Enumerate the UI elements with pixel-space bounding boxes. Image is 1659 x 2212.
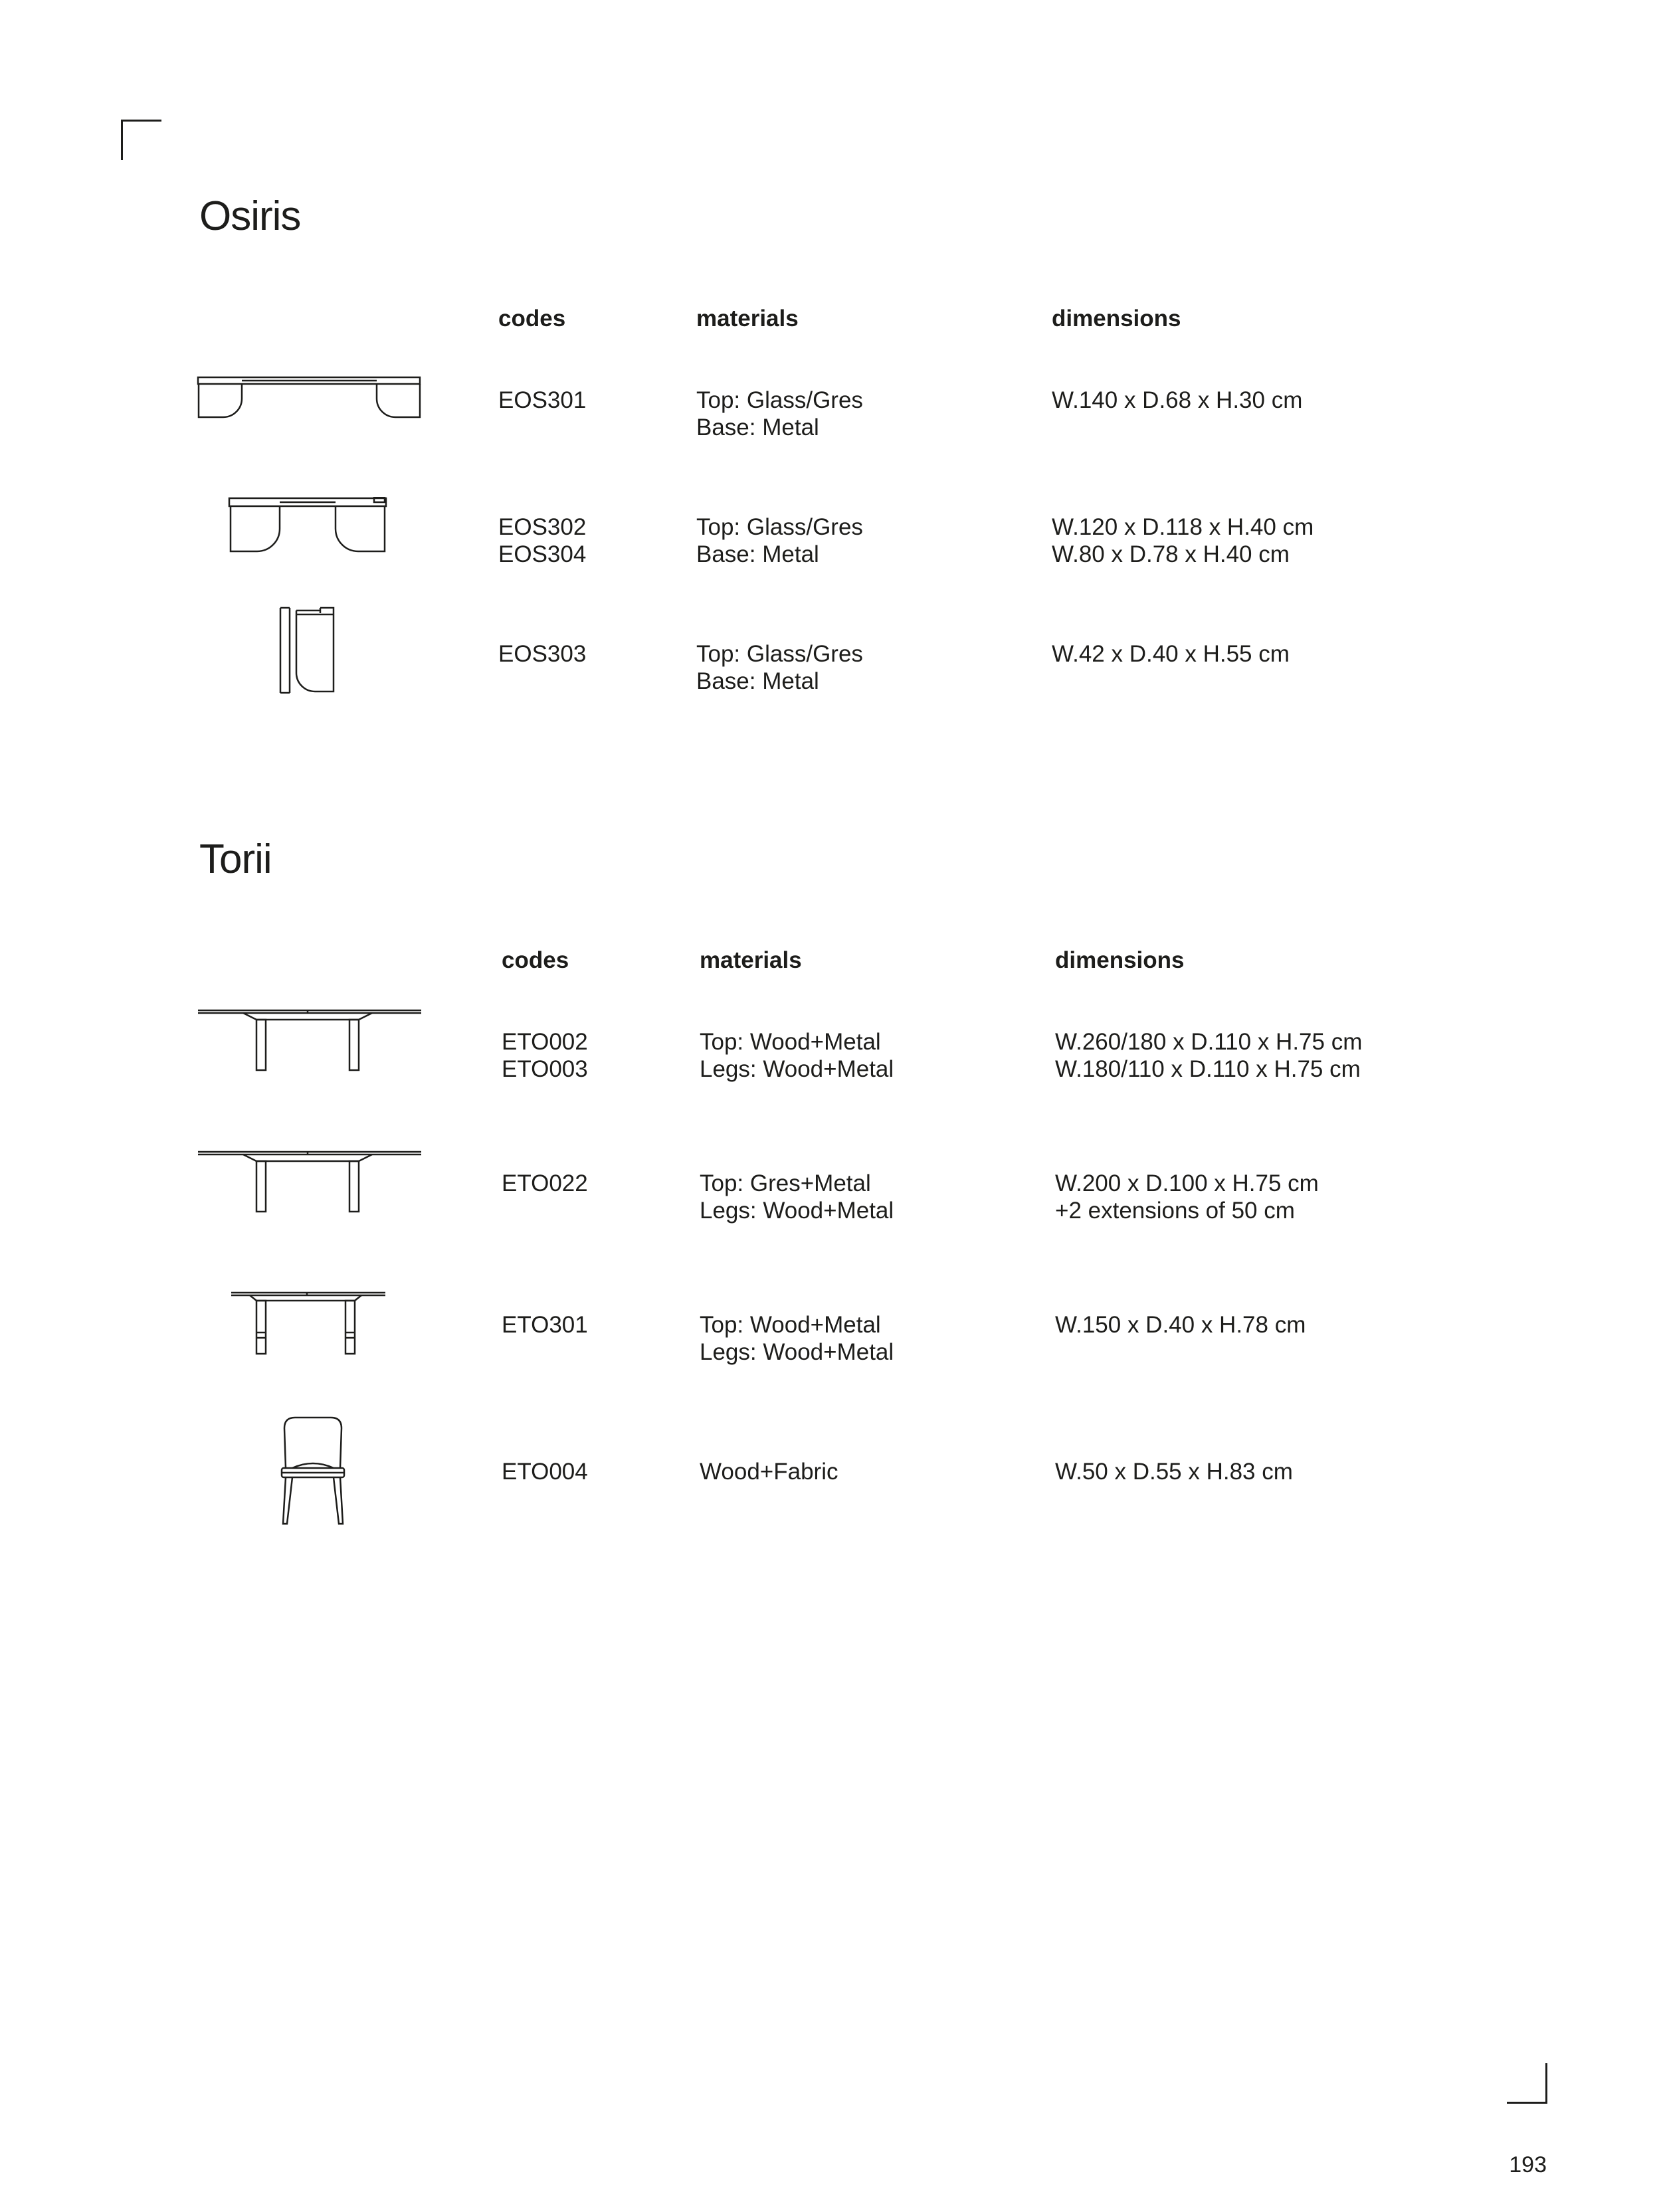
code-cell: EOS302 EOS304 (498, 514, 587, 567)
dimensions-cell: W.200 x D.100 x H.75 cm +2 extensions of 50 cm (1055, 1170, 1319, 1224)
torii-chair-icon (278, 1415, 348, 1528)
dimensions-cell: W.260/180 x D.110 x H.75 cm W.180/110 x D.110 x H.75 cm (1055, 1029, 1363, 1082)
section-title-osiris: Osiris (199, 193, 301, 239)
crop-mark-bottom-right (1507, 2063, 1547, 2104)
osiris-coffee-table-icon (228, 497, 387, 557)
crop-mark-top-left (121, 120, 161, 160)
column-header-dimensions: dimensions (1052, 306, 1181, 331)
materials-cell: Top: Glass/Gres Base: Metal (696, 514, 863, 567)
code-cell: EOS303 (498, 641, 587, 667)
code-cell: ETO002 ETO003 (502, 1029, 588, 1082)
osiris-wide-coffee-table-icon (197, 376, 423, 422)
column-header-dimensions: dimensions (1055, 947, 1185, 973)
torii-console-icon (230, 1290, 387, 1356)
column-header-codes: codes (498, 306, 566, 331)
torii-extending-table-icon (197, 1148, 423, 1214)
column-header-codes: codes (502, 947, 569, 973)
code-cell: EOS301 (498, 387, 587, 413)
materials-cell: Top: Glass/Gres Base: Metal (696, 387, 863, 440)
torii-dining-table-icon (197, 1006, 423, 1073)
column-header-materials: materials (696, 306, 799, 331)
materials-cell: Top: Wood+Metal Legs: Wood+Metal (700, 1029, 894, 1082)
dimensions-cell: W.120 x D.118 x H.40 cm W.80 x D.78 x H.40 cm (1052, 514, 1314, 567)
materials-cell: Top: Wood+Metal Legs: Wood+Metal (700, 1312, 894, 1365)
dimensions-cell: W.50 x D.55 x H.83 cm (1055, 1459, 1293, 1485)
code-cell: ETO022 (502, 1170, 588, 1196)
code-cell: ETO004 (502, 1459, 588, 1485)
section-title-torii: Torii (199, 836, 272, 882)
osiris-side-table-icon (278, 605, 339, 695)
dimensions-cell: W.140 x D.68 x H.30 cm (1052, 387, 1303, 413)
page-number: 193 (1509, 2152, 1547, 2177)
dimensions-cell: W.42 x D.40 x H.55 cm (1052, 641, 1290, 667)
dimensions-cell: W.150 x D.40 x H.78 cm (1055, 1312, 1306, 1338)
materials-cell: Top: Gres+Metal Legs: Wood+Metal (700, 1170, 894, 1224)
materials-cell: Wood+Fabric (700, 1459, 838, 1485)
code-cell: ETO301 (502, 1312, 588, 1338)
materials-cell: Top: Glass/Gres Base: Metal (696, 641, 863, 694)
column-header-materials: materials (700, 947, 802, 973)
